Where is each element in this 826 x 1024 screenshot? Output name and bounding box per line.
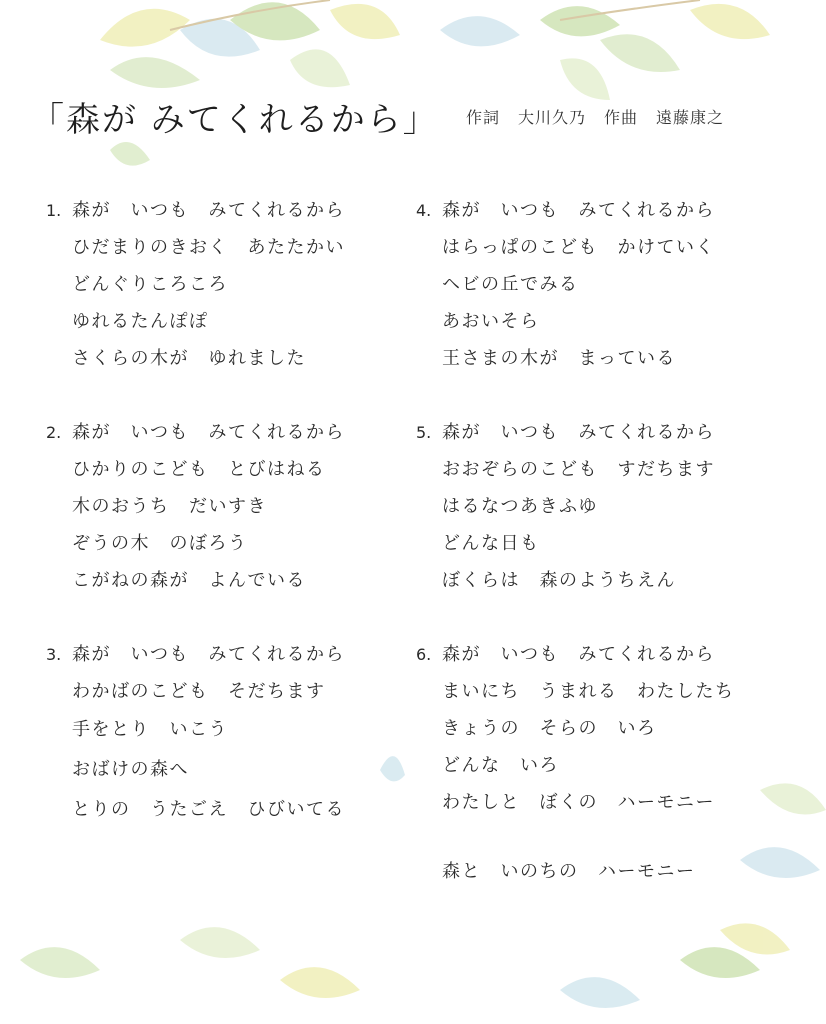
outro-line: 森と いのちの ハーモニー: [442, 861, 696, 882]
verse-line: ぼくらは 森のようちえん: [442, 570, 676, 591]
verse-line: 木のおうち だいすき: [72, 496, 267, 517]
verse-line: ヘビの丘でみる: [442, 274, 579, 295]
credits: [466, 105, 742, 128]
verse-line: [46, 414, 406, 451]
verse-line: あおいそら: [442, 311, 540, 332]
verse-line: さくらの木が ゆれました: [72, 348, 306, 369]
verse-line: [416, 636, 776, 673]
verse-text: 森が いつも みてくれるから: [72, 422, 345, 443]
verse-line: どんな いろ: [442, 755, 559, 776]
verse-line: ぞうの木 のぼろう: [72, 533, 248, 554]
verse-line: 王さまの木が まっている: [442, 348, 676, 369]
verse-text: 森が いつも みてくれるから: [72, 200, 345, 221]
verse-number: 4.: [416, 201, 432, 220]
verse-line: ひかりのこども とびはねる: [72, 459, 326, 480]
verse-line: [416, 192, 776, 229]
verse-4: [416, 192, 776, 377]
verse-line: [46, 636, 406, 673]
verse-5: [416, 414, 776, 599]
verse-line: とりの うたごえ ひびいてる: [72, 799, 345, 820]
verse-line: おばけの森へ: [72, 759, 189, 780]
verse-number: 5.: [416, 423, 432, 442]
composer-label: 作曲: [604, 108, 639, 127]
verse-text: 森が いつも みてくれるから: [72, 644, 345, 665]
verse-line: どんぐりころころ: [72, 274, 228, 295]
verse-6: [416, 636, 776, 821]
verse-line: きょうの そらの いろ: [442, 718, 657, 739]
verse-line: ひだまりのきおく あたたかい: [72, 237, 345, 258]
verse-number: 2.: [46, 423, 62, 442]
page-title: 「森が みてくれるから」: [30, 100, 439, 140]
verse-line: [46, 192, 406, 229]
verse-line: わたしと ぼくの ハーモニー: [442, 792, 715, 813]
verse-3: [46, 636, 406, 830]
lyricist-label: 作詞: [466, 108, 501, 127]
lyricist-name: 大川久乃: [518, 108, 587, 127]
verse-line: わかばのこども そだちます: [72, 681, 326, 702]
verse-number: 3.: [46, 645, 62, 664]
verse-text: 森が いつも みてくれるから: [442, 422, 715, 443]
composer-name: 遠藤康之: [656, 108, 725, 127]
verse-2: [46, 414, 406, 599]
verse-line: はらっぱのこども かけていく: [442, 237, 715, 258]
verse-line: おおぞらのこども すだちます: [442, 459, 715, 480]
verse-line: ゆれるたんぽぽ: [72, 311, 209, 332]
verse-number: 1.: [46, 201, 62, 220]
verse-line: まいにち うまれる わたしたち: [442, 681, 735, 702]
verse-line: どんな日も: [442, 533, 540, 554]
verse-line: こがねの森が よんでいる: [72, 570, 306, 591]
verse-line: 手をとり いこう: [72, 719, 228, 740]
verse-line: はるなつあきふゆ: [442, 496, 598, 517]
verse-number: 6.: [416, 645, 432, 664]
verse-text: 森が いつも みてくれるから: [442, 644, 715, 665]
verse-1: [46, 192, 406, 377]
verse-line: [416, 414, 776, 451]
verse-text: 森が いつも みてくれるから: [442, 200, 715, 221]
